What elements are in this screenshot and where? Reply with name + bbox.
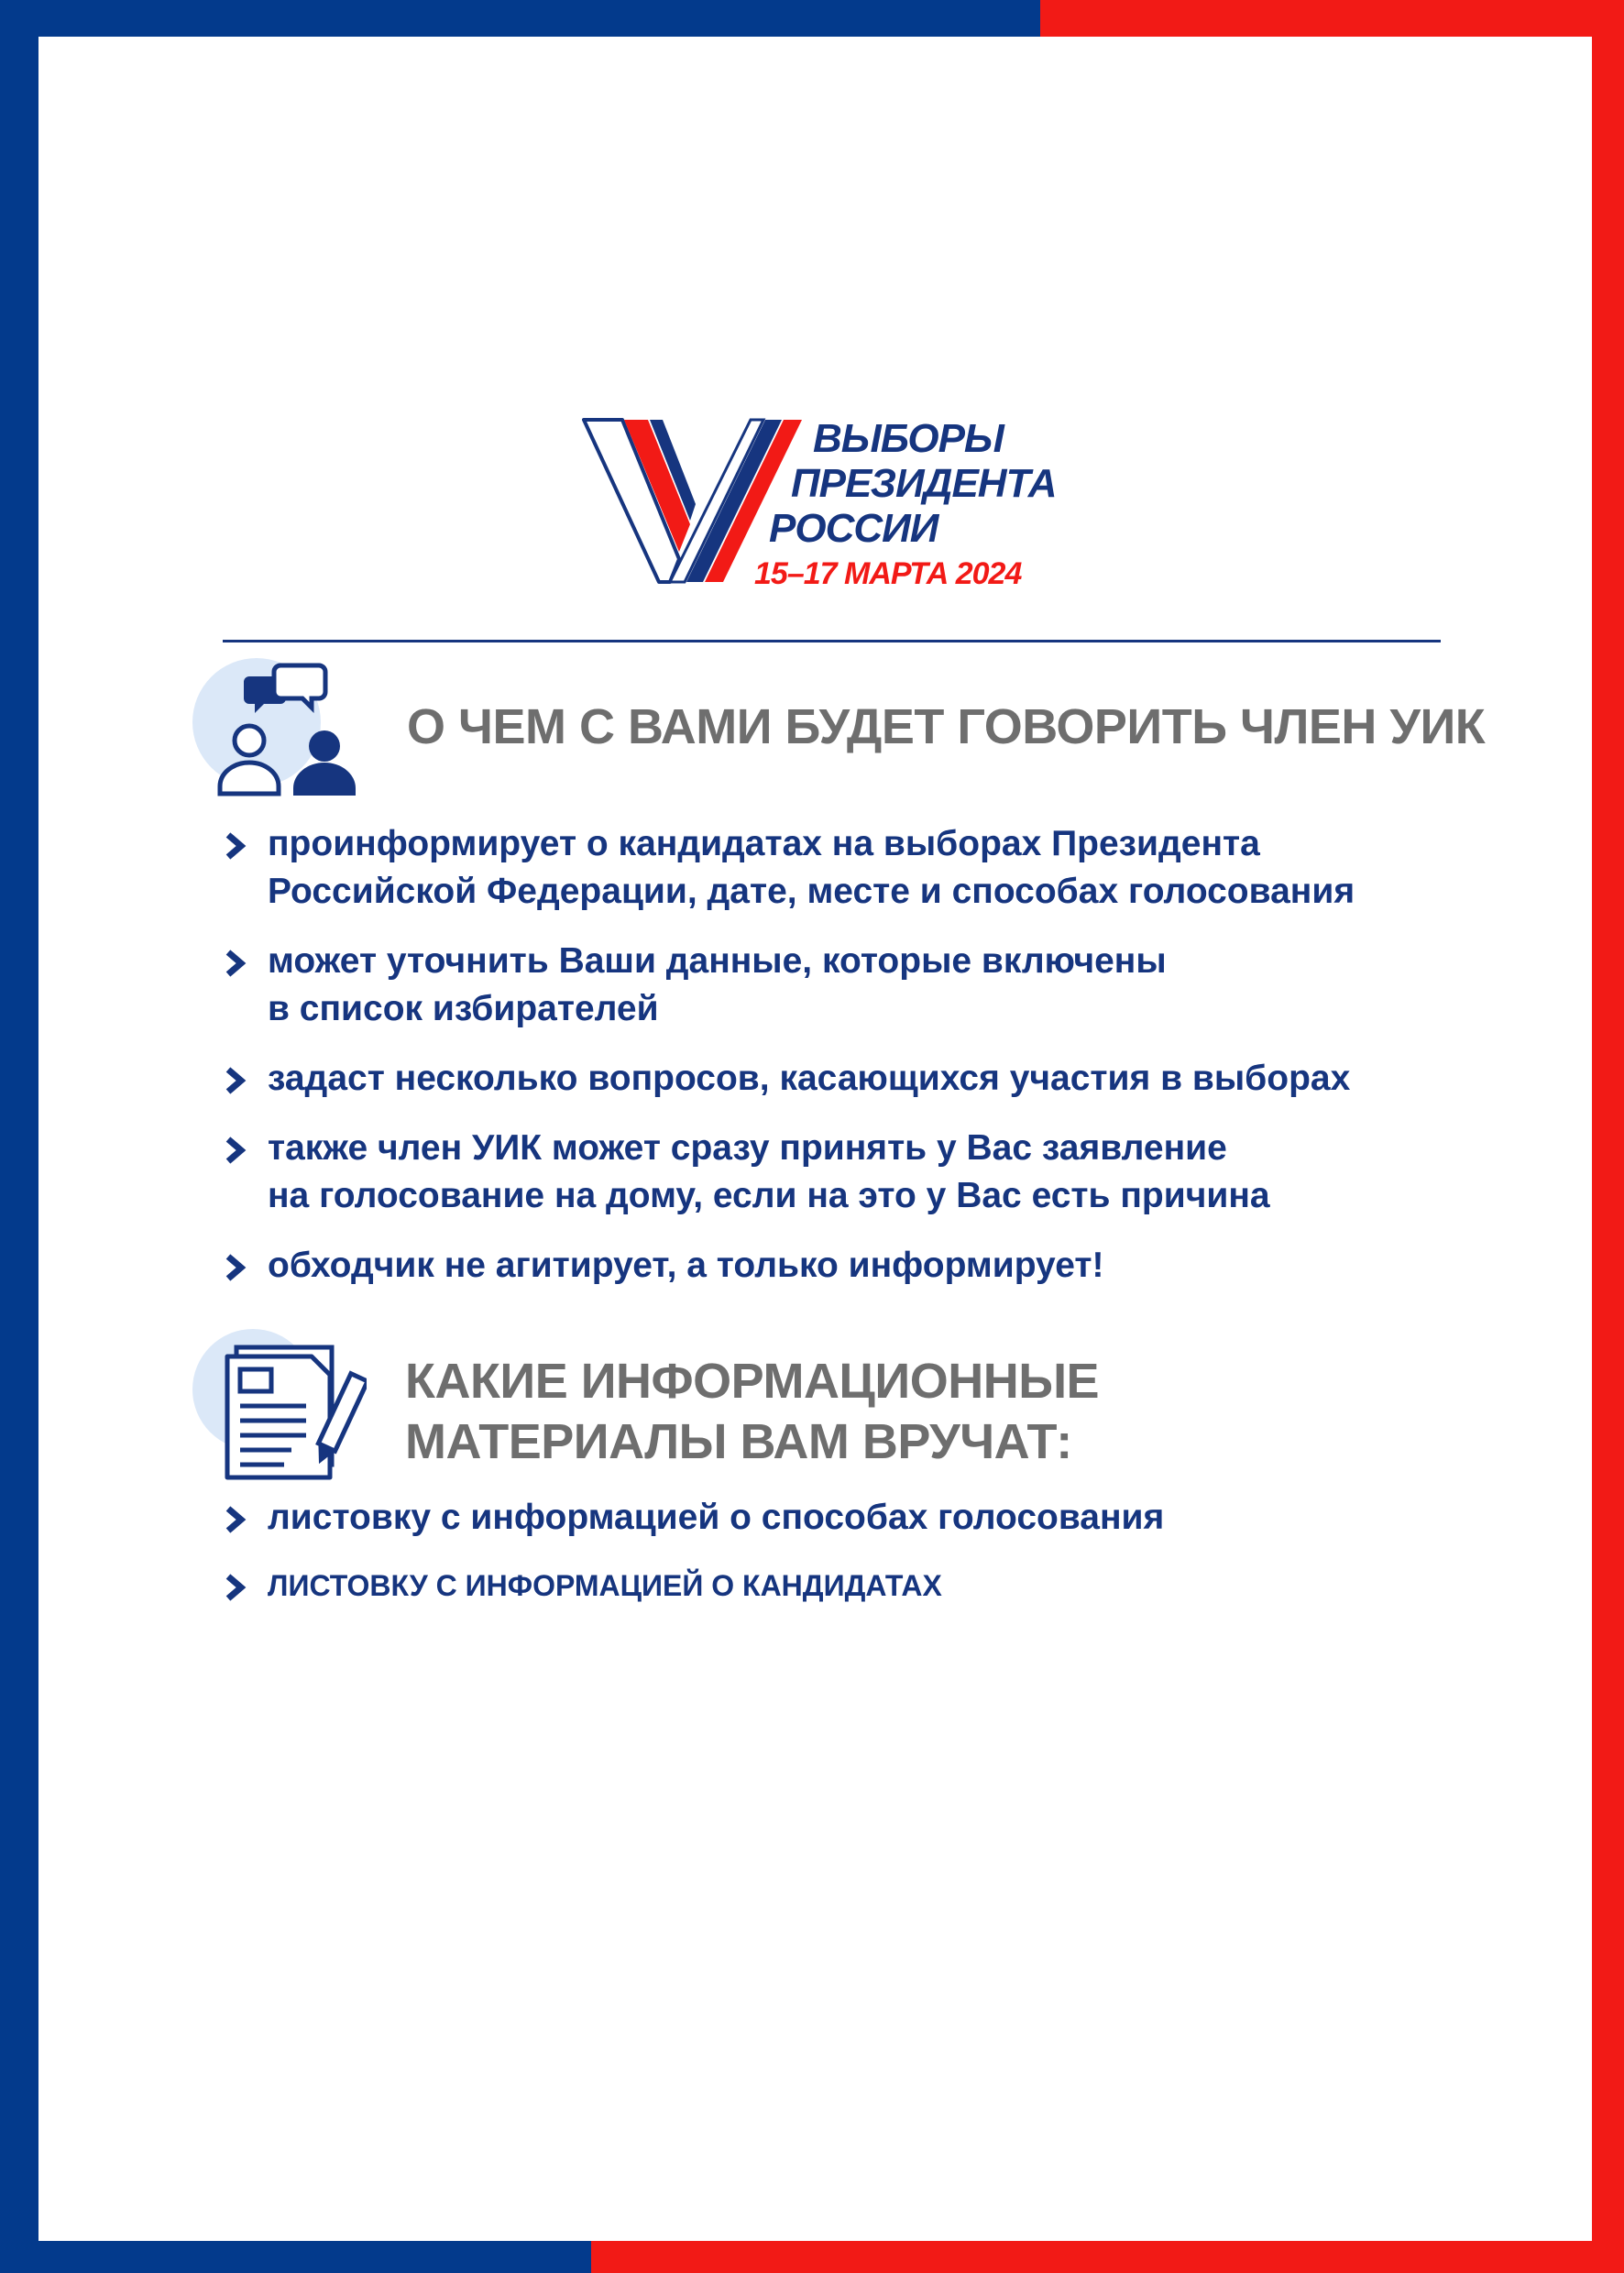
- section-2-heading: [405, 1351, 1230, 1472]
- chevron-right-icon: [220, 1065, 251, 1096]
- chevron-right-icon: [220, 1572, 251, 1603]
- list-item: [220, 1125, 1411, 1220]
- frame-bottom-red: [591, 2241, 1624, 2273]
- list-item: [220, 1562, 1411, 1609]
- logo-title-line-3: РОССИИ: [769, 506, 938, 551]
- frame-top-blue: [0, 0, 1040, 37]
- logo-title-line-1: ВЫБОРЫ: [813, 416, 1004, 461]
- list-item-text: листовку с информацией о способах голосования: [268, 1498, 1165, 1537]
- list-item-text: ЛИСТОВКУ С ИНФОРМАЦИЕЙ О КАНДИДАТАХ: [268, 1569, 942, 1602]
- section-2-heading-line-2: МАТЕРИАЛЫ ВАМ ВРУЧАТ:: [405, 1414, 1072, 1469]
- list-item: [220, 1242, 1411, 1290]
- list-item-line-2: на голосование на дому, если на это у Вас есть причина: [268, 1176, 1270, 1215]
- list-item-line-1: задаст несколько вопросов, касающихся участия в выборах: [268, 1059, 1351, 1098]
- chevron-right-icon: [220, 948, 251, 979]
- election-logo: [582, 412, 1059, 596]
- list-item-line-1: проинформирует о кандидатах на выборах Президента: [268, 824, 1260, 863]
- divider-line: [223, 640, 1441, 642]
- logo-date: 15–17 МАРТА 2024: [754, 556, 1022, 591]
- materials-list: [220, 1494, 1411, 1630]
- list-item: [220, 938, 1411, 1033]
- frame-right-red: [1592, 0, 1624, 2273]
- list-item-line-2: в список избирателей: [268, 989, 659, 1028]
- people-chat-icon: [192, 656, 357, 803]
- logo-title-line-2: ПРЕЗИДЕНТА: [791, 461, 1057, 506]
- chevron-right-icon: [220, 1504, 251, 1535]
- uik-topics-list: [220, 820, 1411, 1312]
- frame-top-red: [1040, 0, 1624, 37]
- list-item-line-2: Российской Федерации, дате, месте и способах голосования: [268, 872, 1355, 911]
- chevron-right-icon: [220, 1252, 251, 1283]
- section-2-heading-line-1: КАКИЕ ИНФОРМАЦИОННЫЕ: [405, 1354, 1100, 1409]
- frame-left-blue: [0, 0, 38, 2273]
- chevron-right-icon: [220, 1135, 251, 1166]
- list-item-line-1: обходчик не агитирует, а только информирует!: [268, 1246, 1104, 1285]
- document-pen-icon: [192, 1329, 367, 1485]
- list-item-line-1: также член УИК может сразу принять у Вас заявление: [268, 1128, 1227, 1168]
- section-1-heading: О ЧЕМ С ВАМИ БУДЕТ ГОВОРИТЬ ЧЛЕН УИК: [407, 699, 1486, 754]
- list-item-line-1: может уточнить Ваши данные, которые включены: [268, 941, 1167, 981]
- list-item: [220, 1055, 1411, 1103]
- frame-bottom-blue: [0, 2241, 591, 2273]
- list-item: [220, 1494, 1411, 1542]
- chevron-right-icon: [220, 830, 251, 862]
- list-item: [220, 820, 1411, 916]
